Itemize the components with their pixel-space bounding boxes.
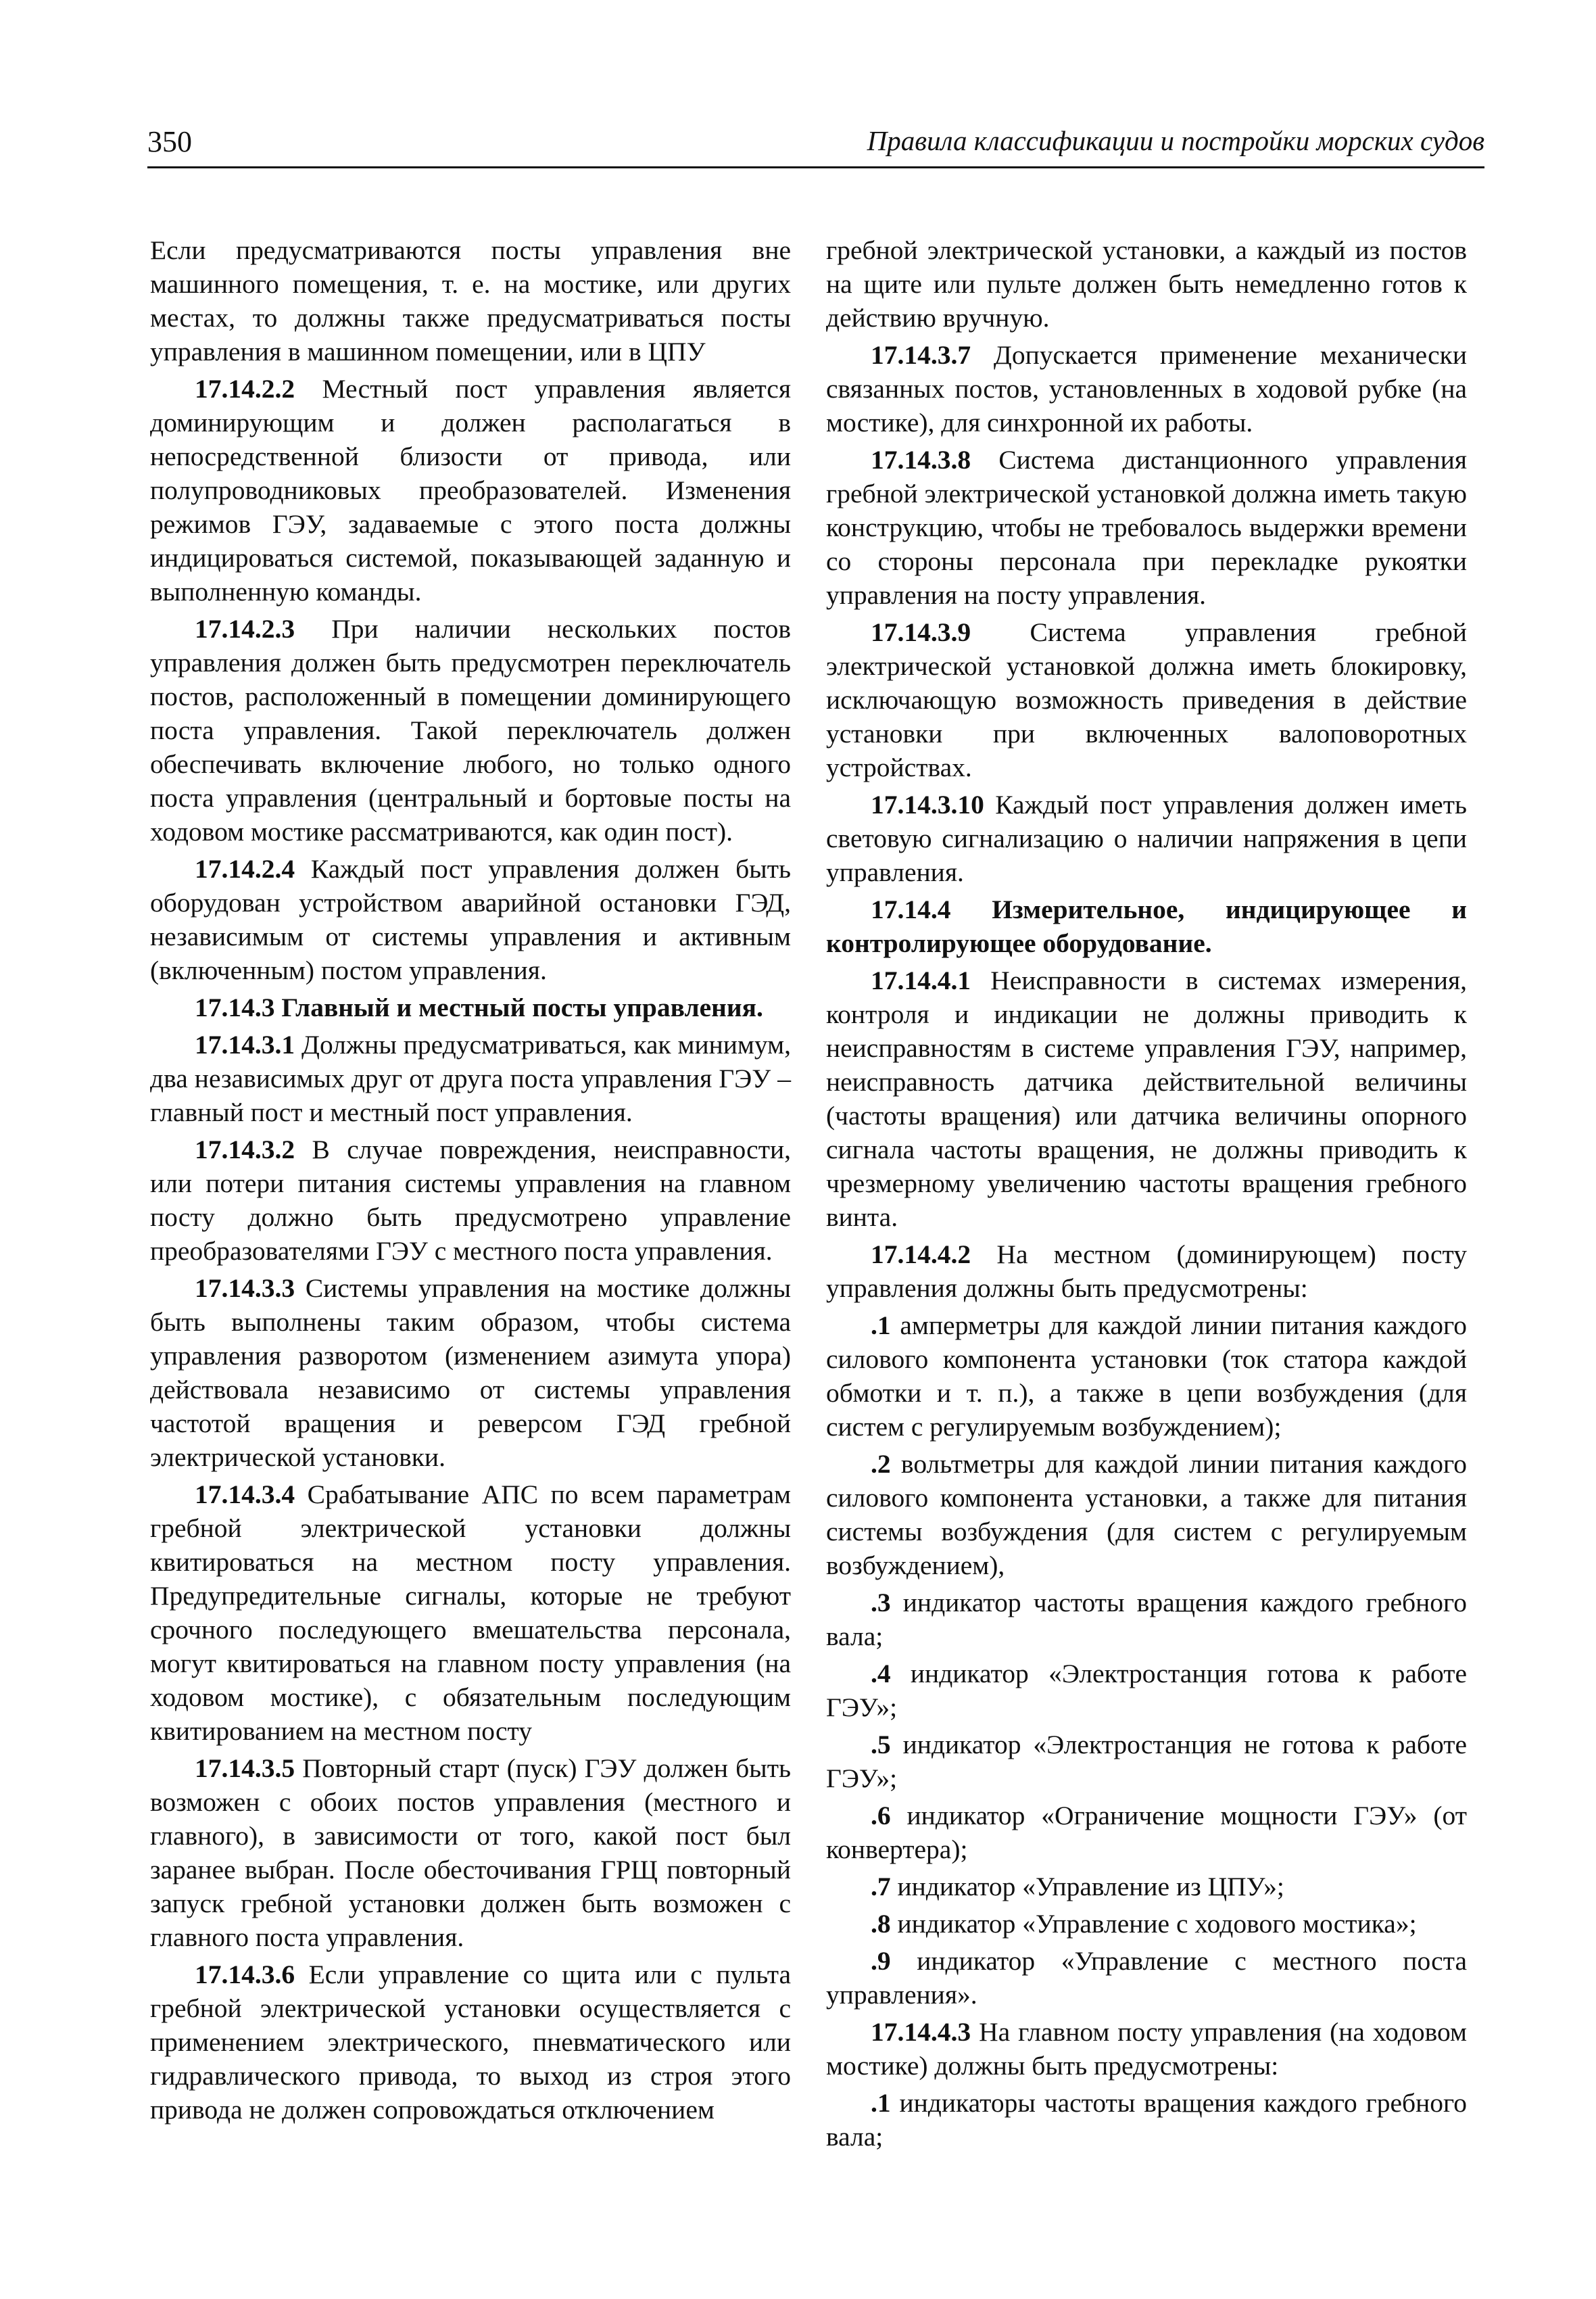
clause-paragraph [826, 1944, 1467, 2012]
clause-paragraph [826, 788, 1467, 889]
clause-number: 17.14.3.6 [195, 1960, 295, 1989]
clause-number: 17.14.3.7 [871, 340, 971, 370]
continued-paragraph: гребной электрической установки, а каждый из постов на щите или пульте должен быть немедленно готов к действию вручную. [826, 235, 1467, 333]
running-title: Правила классификации и постройки морских судов [867, 125, 1484, 156]
clause-paragraph [826, 1728, 1467, 1795]
clause-paragraph [826, 2086, 1467, 2154]
clause-text: индикатор «Электростанция не готова к работе ГЭУ»; [826, 1730, 1467, 1793]
clause-text: индикатор «Управление с местного поста управления». [826, 1946, 1467, 2010]
clause-number: 17.14.4.2 [871, 1239, 971, 1269]
clause-paragraph [150, 1751, 791, 1954]
clause-text: Должны предусматриваться, как минимум, два независимых друг от друга поста управления ГЭУ – главный пост и местный пост управления. [150, 1030, 791, 1127]
clause-text: вольтметры для каждой линии питания каждого силового компонента установки, а также для питания системы возбуждения (для систем с регулируемым возбуждением), [826, 1449, 1467, 1580]
clause-number: .1 [871, 1310, 891, 1340]
clause-text: индикаторы частоты вращения каждого гребного вала; [826, 2088, 1467, 2152]
clause-text: Система управления гребной электрической установкой должна иметь блокировку, исключающую возможность приведения в действие установки при включенных валоповоротных устройствах. [826, 617, 1467, 782]
clause-text: В случае повреждения, неисправности, или потери питания системы управления на главном посту должно быть предусмотрено управление преобразователями ГЭУ с местного поста управления. [150, 1135, 791, 1266]
clause-number: .4 [871, 1659, 891, 1688]
clause-paragraph [150, 1133, 791, 1268]
clause-text: амперметры для каждой линии питания каждого силового компонента установки (ток статора каждой обмотки и т. п.), а также в цепи возбуждения (для систем с регулируемым возбуждением); [826, 1310, 1467, 1442]
clause-number: 17.14.3.3 [195, 1273, 295, 1303]
section-heading: 17.14.4 Измерительное, индицирующее и контролирующее оборудование. [826, 895, 1467, 958]
clause-number: .7 [871, 1872, 891, 1901]
clause-text: Допускается применение механически связанных постов, установленных в ходовой рубке (на мостике), для синхронной их работы. [826, 340, 1467, 437]
right-column [826, 233, 1467, 2157]
clause-text: Неисправности в системах измерения, контроля и индикации не должны приводить к неисправностям в системе управления ГЭУ, например, неисправность датчика действительной величины (частоты вращения) или датчика величины опорного сигнала частоты вращения, не должны приводить к чрезмерному увеличению частоты вращения гребного винта. [826, 966, 1467, 1232]
clause-paragraph [150, 372, 791, 609]
clause-paragraph [826, 338, 1467, 440]
clause-text: индикатор «Управление из ЦПУ»; [890, 1872, 1284, 1901]
clause-paragraph [826, 964, 1467, 1234]
section-heading: 17.14.3 Главный и местный посты управления. [195, 993, 763, 1022]
clause-number: .3 [871, 1588, 891, 1617]
clause-text: Срабатывание АПС по всем параметрам гребной электрической установки должны квитироваться на местном посту управления. Предупредительные сигналы, которые не требуют срочного последующего вмешательства персонала, могут квитироваться на главном посту управления (на ходовом мостике), с обязательным последующим квитированием на местном посту [150, 1479, 791, 1746]
clause-paragraph [826, 443, 1467, 612]
clause-number: 17.14.3.8 [871, 445, 971, 475]
clause-paragraph [826, 2015, 1467, 2083]
clause-text: При наличии нескольких постов управления должен быть предусмотрен переключатель постов, расположенный в помещении доминирующего поста управления. Такой переключатель должен обеспечивать включение любого, но только одного поста управления (центральный и бортовые посты на ходовом мостике рассматриваются, как один пост). [150, 614, 791, 847]
clause-paragraph [150, 1271, 791, 1474]
clause-text: Повторный старт (пуск) ГЭУ должен быть возможен с обоих постов управления (местного и главного), в зависимости от того, какой пост был заранее выбран. После обесточивания ГРЩ повторный запуск гребной установки должен быть возможен с главного поста управления. [150, 1753, 791, 1952]
clause-paragraph [826, 1870, 1467, 1903]
clause-text: Системы управления на мостике должны быть выполнены таким образом, чтобы система управления разворотом (изменением азимута упора) действовала независимо от системы управления частотой вращения и реверсом ГЭД гребной электрической установки. [150, 1273, 791, 1472]
clause-paragraph [826, 1586, 1467, 1653]
page-number: 350 [147, 125, 192, 158]
clause-number: .8 [871, 1909, 891, 1939]
clause-number: 17.14.3.1 [195, 1030, 295, 1060]
clause-text: индикатор частоты вращения каждого гребного вала; [826, 1588, 1467, 1651]
clause-text: индикатор «Управление с ходового мостика»; [890, 1909, 1417, 1939]
clause-paragraph [150, 1958, 791, 2127]
clause-number: 17.14.3.9 [871, 617, 971, 647]
clause-text: индикатор «Электростанция готова к работе ГЭУ»; [826, 1659, 1467, 1722]
clause-paragraph [150, 1028, 791, 1129]
clause-paragraph [826, 1907, 1467, 1941]
clause-paragraph [826, 1447, 1467, 1582]
clause-paragraph [150, 612, 791, 849]
clause-text: Система дистанционного управления гребной электрической установкой должна иметь такую конструкцию, чтобы не требовалось выдержки времени со стороны персонала при перекладке рукоятки управления на посту управления. [826, 445, 1467, 610]
clause-number: 17.14.3.10 [871, 790, 984, 820]
clause-text: На местном (доминирующем) посту управления должны быть предусмотрены: [826, 1239, 1467, 1303]
clause-number: 17.14.4.3 [871, 2017, 971, 2047]
clause-paragraph [826, 1308, 1467, 1444]
clause-number: 17.14.3.2 [195, 1135, 295, 1164]
clause-number: .9 [871, 1946, 891, 1976]
clause-text: индикатор «Ограничение мощности ГЭУ» (от конвертера); [826, 1801, 1467, 1864]
clause-paragraph [150, 852, 791, 987]
clause-number: 17.14.2.2 [195, 374, 295, 404]
clause-paragraph [150, 1477, 791, 1748]
clause-text: Если управление со щита или с пульта гребной электрической установки осуществляется с применением электрического, пневматического или гидравлического привода, то выход из строя этого привода не должен сопровождаться отключением [150, 1960, 791, 2125]
clause-number: .1 [871, 2088, 891, 2118]
clause-number: 17.14.2.4 [195, 854, 295, 884]
clause-number: .2 [871, 1449, 891, 1479]
clause-paragraph [826, 1799, 1467, 1866]
clause-number: .5 [871, 1730, 891, 1759]
clause-text: Местный пост управления является доминирующим и должен располагаться в непосредственной близости от привода, или полупроводниковых преобразователей. Изменения режимов ГЭУ, задаваемые с этого поста должны индицироваться системой, показывающей заданную и выполненную команды. [150, 374, 791, 607]
clause-number: 17.14.2.3 [195, 614, 295, 644]
continued-paragraph: Если предусматриваются посты управления вне машинного помещения, т. е. на мостике, или других местах, то должны также предусматриваться посты управления в машинном помещении, или в ЦПУ [150, 235, 791, 366]
clause-paragraph [826, 1237, 1467, 1305]
clause-paragraph [826, 1657, 1467, 1724]
clause-number: 17.14.4.1 [871, 966, 971, 995]
clause-number: 17.14.3.5 [195, 1753, 295, 1783]
clause-number: .6 [871, 1801, 891, 1830]
page-header [147, 119, 1484, 168]
clause-number: 17.14.3.4 [195, 1479, 295, 1509]
left-column [150, 233, 791, 2130]
clause-text: Каждый пост управления должен иметь световую сигнализацию о наличии напряжения в цепи управления. [826, 790, 1467, 887]
clause-paragraph [826, 615, 1467, 784]
clause-text: На главном посту управления (на ходовом мостике) должны быть предусмотрены: [826, 2017, 1467, 2081]
clause-text: Каждый пост управления должен быть оборудован устройством аварийной остановки ГЭД, независимым от системы управления и активным (включенным) постом управления. [150, 854, 791, 985]
